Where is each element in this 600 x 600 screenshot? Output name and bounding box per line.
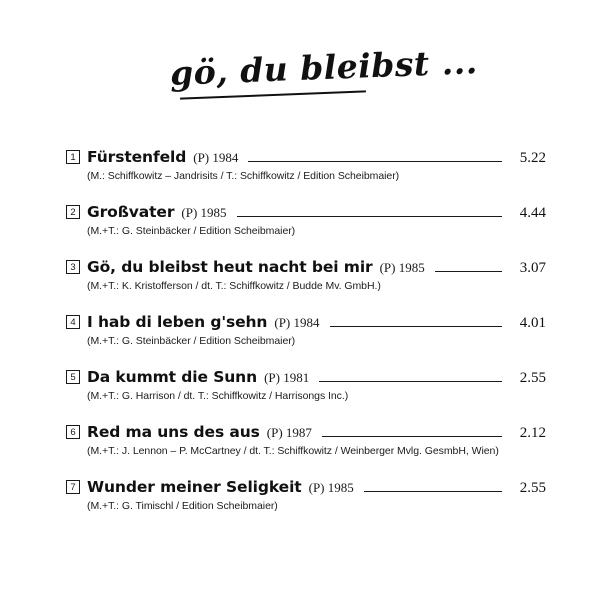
track-duration: 4.44 (519, 205, 546, 221)
album-title: gö, du bleibst ... (169, 42, 479, 93)
track-title: Fürstenfeld (87, 148, 187, 166)
track-row (66, 478, 546, 512)
track-main-line (66, 258, 546, 277)
leader-rule (364, 491, 502, 492)
track-duration: 2.55 (519, 480, 546, 496)
track-credit: (M.+T.: G. Timischl / Edition Scheibmaier) (87, 500, 278, 512)
track-title: Da kummt die Sunn (87, 368, 258, 386)
track-number: 2 (66, 205, 80, 219)
track-row (66, 423, 546, 457)
track-main-line (66, 148, 546, 167)
track-main-line (66, 313, 546, 332)
track-credit: (M.+T.: G. Steinbäcker / Edition Scheibmaier) (87, 225, 296, 237)
track-main-line (66, 203, 546, 222)
track-row (66, 313, 546, 347)
track-main-line (66, 423, 546, 442)
track-credit: (M.+T.: K. Kristofferson / dt. T.: Schiffkowitz / Budde Mv. GmbH.) (87, 280, 381, 292)
leader-rule (322, 436, 502, 437)
track-credit: (M.: Schiffkowitz – Jandrisits / T.: Schiffkowitz / Edition Scheibmaier) (87, 170, 400, 182)
album-title-underline (180, 90, 366, 99)
track-row (66, 148, 546, 182)
track-credit: (M.+T.: G. Steinbäcker / Edition Scheibmaier) (87, 335, 296, 347)
tracklist (66, 148, 546, 533)
track-pmark: (P) 1981 (264, 370, 310, 385)
track-main-line (66, 368, 546, 387)
track-duration: 3.07 (519, 260, 546, 276)
track-title: Gö, du bleibst heut nacht bei mir (87, 258, 373, 276)
track-title: Großvater (87, 203, 175, 221)
track-pmark: (P) 1985 (379, 260, 425, 275)
track-duration: 4.01 (519, 315, 546, 331)
track-pmark: (P) 1987 (266, 425, 312, 440)
track-number: 1 (66, 150, 80, 164)
track-title: Red ma uns des aus (87, 423, 260, 441)
track-pmark: (P) 1985 (181, 205, 227, 220)
track-pmark: (P) 1984 (193, 150, 239, 165)
track-duration: 2.55 (519, 370, 546, 386)
track-number: 4 (66, 315, 80, 329)
track-duration: 2.12 (519, 425, 546, 441)
leader-rule (330, 326, 502, 327)
track-number: 7 (66, 480, 80, 494)
track-main-line (66, 478, 546, 497)
leader-rule (237, 216, 502, 217)
track-number: 3 (66, 260, 80, 274)
track-pmark: (P) 1984 (274, 315, 320, 330)
track-row (66, 368, 546, 402)
track-row (66, 203, 546, 237)
track-title: Wunder meiner Seligkeit (87, 478, 302, 496)
track-credit: (M.+T.: J. Lennon – P. McCartney / dt. T.: Schiffkowitz / Weinberger Mvlg. GesmbH, Wien) (87, 445, 499, 457)
leader-rule (435, 271, 502, 272)
track-duration: 5.22 (519, 150, 546, 166)
track-row (66, 258, 546, 292)
leader-rule (319, 381, 502, 382)
album-title-block (0, 40, 600, 112)
track-title: I hab di leben g'sehn (87, 313, 268, 331)
track-pmark: (P) 1985 (308, 480, 354, 495)
track-number: 6 (66, 425, 80, 439)
track-number: 5 (66, 370, 80, 384)
leader-rule (248, 161, 502, 162)
track-credit: (M.+T.: G. Harrison / dt. T.: Schiffkowitz / Harrisongs Inc.) (87, 390, 349, 402)
